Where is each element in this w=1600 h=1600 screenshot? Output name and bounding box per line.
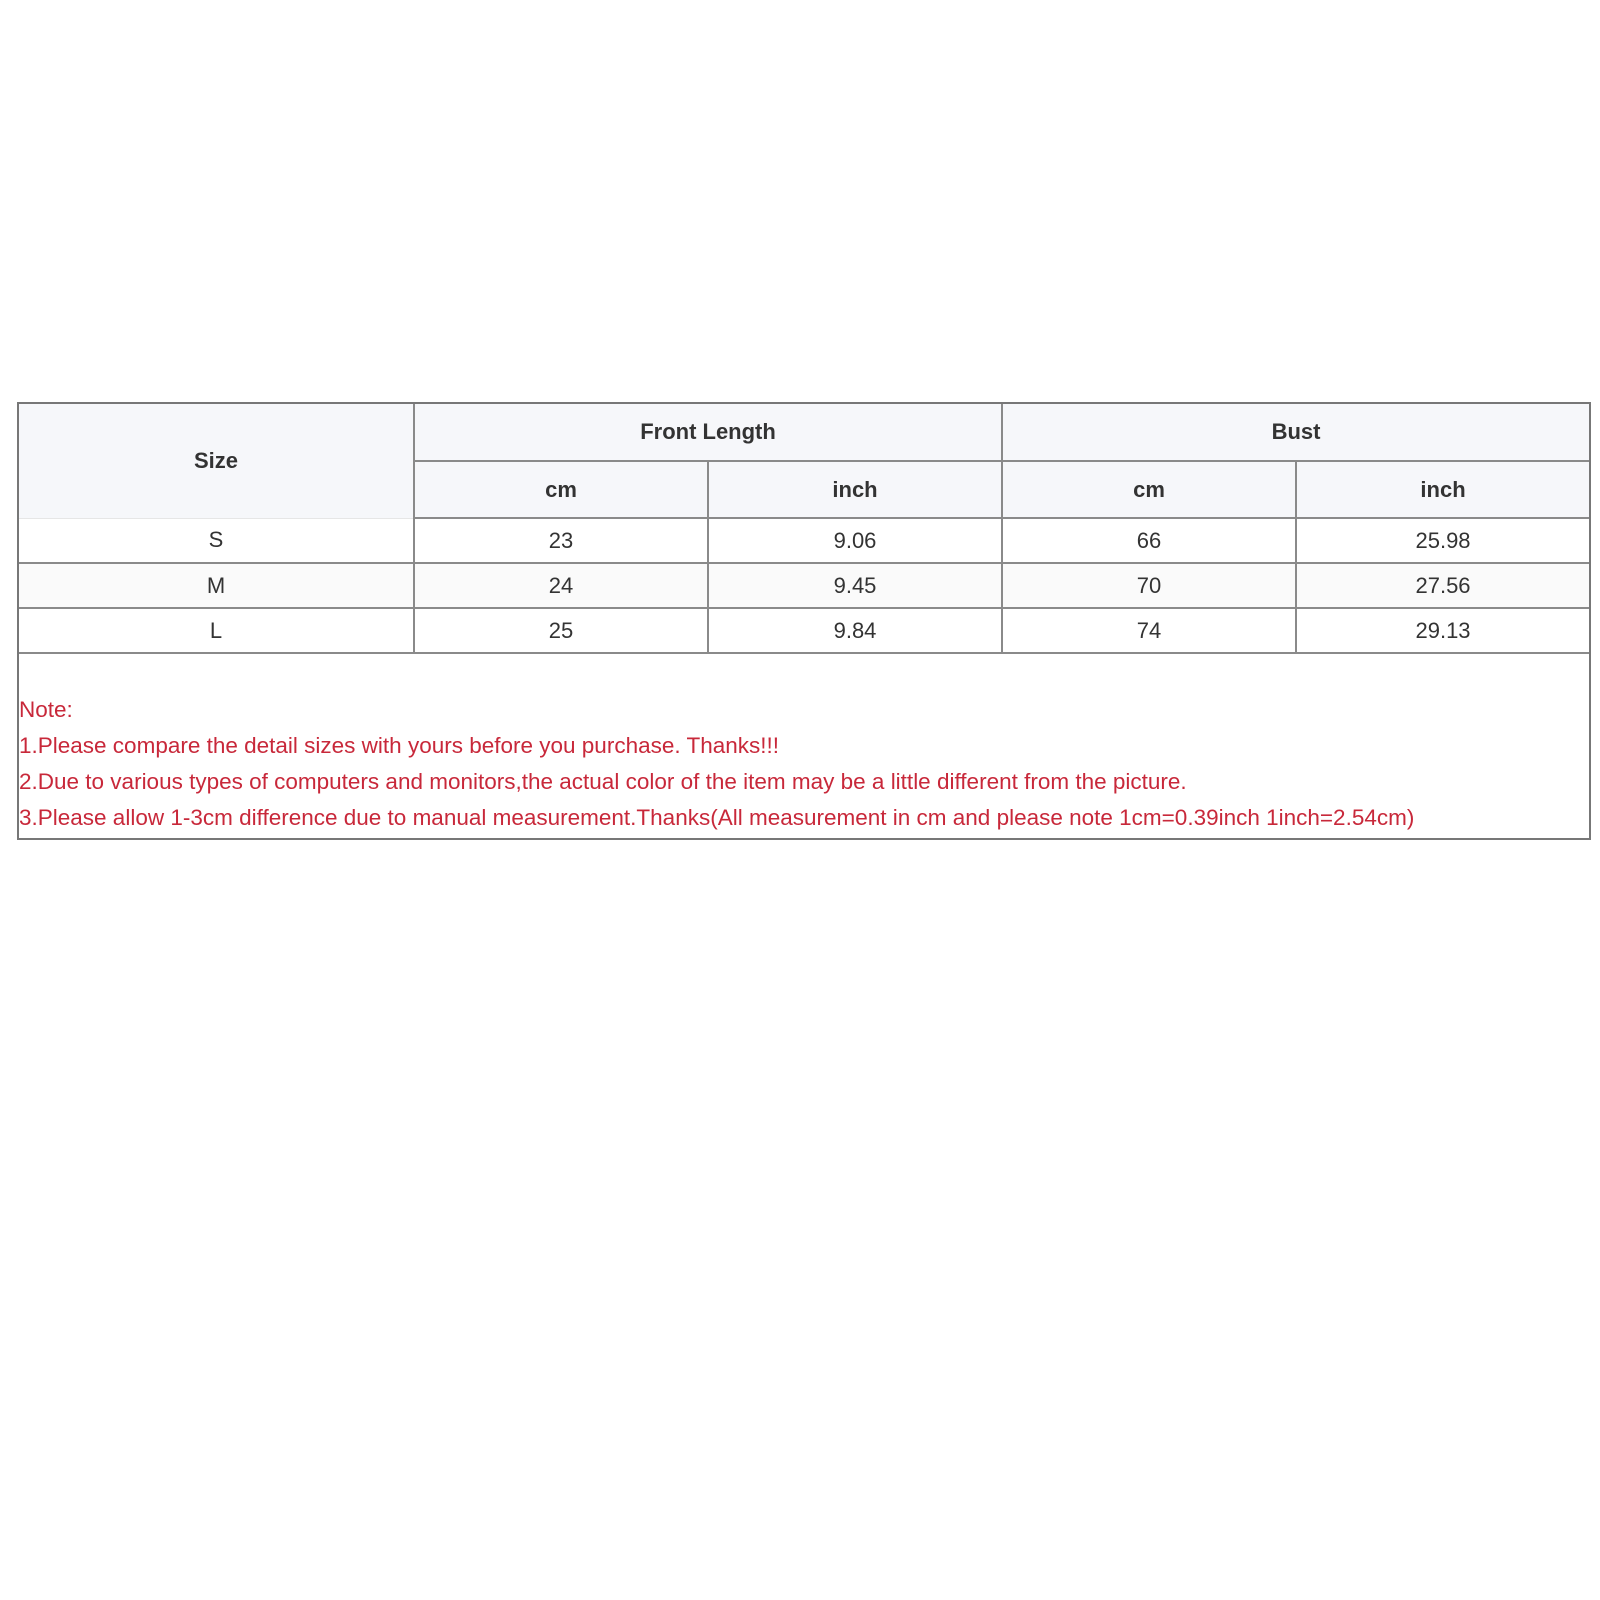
front-length-header: Front Length xyxy=(414,404,1002,461)
bust-cm-cell: 66 xyxy=(1002,518,1296,563)
table-row xyxy=(19,563,1589,608)
size-column-header: Size xyxy=(19,404,414,518)
header-row-groups xyxy=(19,404,1589,461)
bust-inch-cell: 27.56 xyxy=(1296,563,1589,608)
bust-inch-header: inch xyxy=(1296,461,1589,518)
front-length-cm-header: cm xyxy=(414,461,708,518)
note-item-3: 3.Please allow 1-3cm difference due to manual measurement.Thanks(All measurement in cm and please note 1cm=0.39inch 1inch=2.54cm) xyxy=(19,805,1415,830)
front-length-inch-cell: 9.45 xyxy=(708,563,1002,608)
front-length-cm-cell: 25 xyxy=(414,608,708,653)
bust-cm-header: cm xyxy=(1002,461,1296,518)
front-length-inch-cell: 9.84 xyxy=(708,608,1002,653)
bust-cm-cell: 70 xyxy=(1002,563,1296,608)
bust-cm-cell: 74 xyxy=(1002,608,1296,653)
front-length-cm-cell: 23 xyxy=(414,518,708,563)
bust-inch-cell: 29.13 xyxy=(1296,608,1589,653)
front-length-inch-cell: 9.06 xyxy=(708,518,1002,563)
size-chart xyxy=(17,402,1591,840)
size-table xyxy=(19,404,1589,654)
table-row xyxy=(19,608,1589,653)
bust-header: Bust xyxy=(1002,404,1589,461)
bust-inch-cell: 25.98 xyxy=(1296,518,1589,563)
notes-title: Note: xyxy=(19,697,73,722)
size-cell: S xyxy=(19,518,414,563)
size-cell: M xyxy=(19,563,414,608)
front-length-inch-header: inch xyxy=(708,461,1002,518)
note-item-2: 2.Due to various types of computers and monitors,the actual color of the item may be a little different from the picture. xyxy=(19,769,1187,794)
table-row xyxy=(19,518,1589,563)
size-cell: L xyxy=(19,608,414,653)
notes-section xyxy=(19,654,1589,838)
front-length-cm-cell: 24 xyxy=(414,563,708,608)
note-item-1: 1.Please compare the detail sizes with yours before you purchase. Thanks!!! xyxy=(19,733,779,758)
